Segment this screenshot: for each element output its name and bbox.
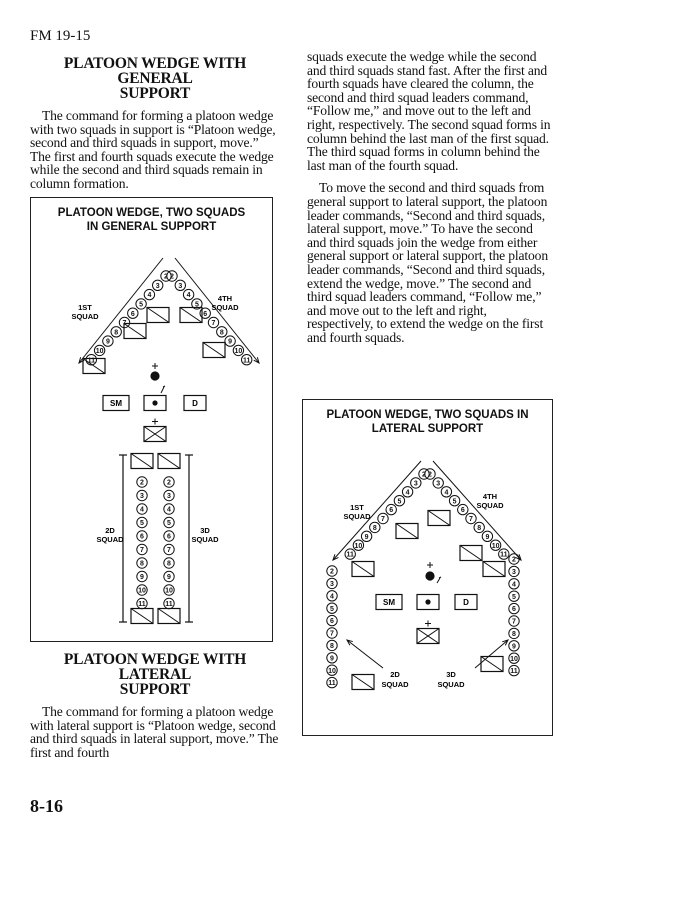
fig2-1st-team-leader-a-diag xyxy=(396,524,418,539)
fig2-3d-soldier-8-num: 8 xyxy=(512,631,516,638)
fig1-4th-soldier-7-num: 7 xyxy=(211,320,216,328)
fig2-4th-squad-leader-diag xyxy=(483,562,505,577)
fig2-1st-squad-leader-diag xyxy=(352,562,374,577)
fig2-4th-soldier-3-num: 3 xyxy=(436,480,441,488)
fig1-3d-soldier-2-num: 2 xyxy=(167,479,171,487)
fig1-label-1st-squad: SQUAD xyxy=(71,312,99,321)
fig1-label-2d-squad: SQUAD xyxy=(96,535,124,544)
fig1-3d-team-leader-diag xyxy=(158,609,180,624)
fig2-1st-soldier-10-num: 10 xyxy=(354,542,363,550)
fig1-2d-team-leader-diag xyxy=(131,609,153,624)
fig2-3d-soldier-5-num: 5 xyxy=(512,593,516,601)
fig1-label-3d: 3D xyxy=(200,526,210,535)
figure2-title-line-1: PLATOON WEDGE, TWO SQUADS IN xyxy=(326,409,529,421)
fig2-2d-soldier-4-num: 4 xyxy=(330,593,334,601)
fig2-4th-soldier-6-num: 6 xyxy=(460,507,465,515)
fig1-2d-soldier-5-num: 5 xyxy=(140,520,144,528)
fig1-3d-soldier-8-num: 8 xyxy=(167,560,171,568)
fig1-1st-soldier-9-num: 9 xyxy=(105,338,110,346)
para-right-2: To move the second and third squads from general support to lateral support, the platoon leader commands, “Second and third squads, lateral support, move.” To have the second and third squads join the wedge from either general support or lateral support, the platoon leader commands, “Second and third squads, extend the wedge, move.” The second and third squad leaders command, “Follow me,” and move out to the left and right, respectively, to extend the wedge on the first and fourth squads. xyxy=(307,180,548,345)
fig1-1st-soldier-2-num: 2 xyxy=(164,273,168,281)
fig2-1st-soldier-6-num: 6 xyxy=(389,507,394,515)
para-right-1: squads execute the wedge while the second and third squads stand fast. After the first and fourth squads have cleared the column, the second and third squad leaders command, “Follow me,” and move out to the left and right, respectively. The second squad forms in column behind the last man of the first squad. The third squad forms in column behind the last man of the fourth squad. xyxy=(307,49,551,173)
fig2-4th-soldier-5-num: 5 xyxy=(452,498,457,506)
fig1-1st-soldier-7-num: 7 xyxy=(122,320,127,328)
fig1-3d-soldier-11-num: 11 xyxy=(165,601,173,609)
fig1-2d-soldier-4-num: 4 xyxy=(140,506,144,514)
fig1-2d-soldier-9-num: 9 xyxy=(140,574,144,582)
fig1-label-1st: 1ST xyxy=(78,303,92,312)
fig2-sm-label: SM xyxy=(383,598,395,607)
fig1-radio-tick xyxy=(161,386,165,393)
fig1-2d-squad-leader-diag xyxy=(131,454,153,469)
para-general-support: The command for forming a platoon wedge with two squads in support is “Platoon wedge, second and third squads in support, move.” The first and fourth squads execute the wedge while the second and third squads remain in column formation. xyxy=(30,108,276,191)
fig2-2d-soldier-8-num: 8 xyxy=(330,643,334,650)
fig2-label-2d: 2D xyxy=(390,670,400,679)
fig2-2d-soldier-11-num: 11 xyxy=(328,680,336,688)
fig2-2d-soldier-2-num: 2 xyxy=(330,568,334,576)
fig2-4th-soldier-2-num: 2 xyxy=(428,471,432,479)
fig2-2d-soldier-3-num: 3 xyxy=(330,581,334,588)
para-lateral-support: The command for forming a platoon wedge with lateral support is “Platoon wedge, second and third squads in lateral support, move.” The first and fourth xyxy=(30,704,279,760)
fig1-2d-soldier-11-num: 11 xyxy=(138,601,146,609)
figure2-diagram xyxy=(303,400,552,735)
fig1-1st-soldier-8-num: 8 xyxy=(114,329,119,337)
figure-lateral-support xyxy=(302,399,553,736)
figure1-diagram xyxy=(31,198,272,641)
fig2-3d-soldier-2-num: 2 xyxy=(512,556,516,564)
fig1-1st-soldier-4-num: 4 xyxy=(147,292,152,300)
fig1-sm-label: SM xyxy=(110,399,122,408)
fig2-3d-soldier-6-num: 6 xyxy=(512,606,516,614)
fig2-platoon-leader xyxy=(426,572,434,580)
fig2-1st-soldier-11-num: 11 xyxy=(346,551,354,559)
figure1-title-line-2: IN GENERAL SUPPORT xyxy=(86,221,217,233)
fig1-3d-soldier-6-num: 6 xyxy=(167,533,171,541)
page-number: 8-16 xyxy=(30,796,63,816)
fig1-1st-soldier-11-num: 11 xyxy=(87,357,96,365)
fig1-3d-soldier-4-num: 4 xyxy=(167,506,171,514)
fig1-4th-soldier-5-num: 5 xyxy=(194,301,199,309)
heading-lateral-support xyxy=(30,652,280,697)
fig2-arrow-2d xyxy=(347,640,383,668)
fig2-1st-soldier-5-num: 5 xyxy=(397,498,402,506)
fig2-2d-soldier-5-num: 5 xyxy=(330,605,334,613)
fig2-4th-soldier-10-num: 10 xyxy=(491,542,500,550)
fig2-label-1st-squad: SQUAD xyxy=(343,512,371,521)
fig2-4th-soldier-8-num: 8 xyxy=(477,525,482,532)
fig2-3d-soldier-9-num: 9 xyxy=(512,643,516,651)
fig2-3d-squad-leader-diag xyxy=(481,657,503,672)
fig2-4th-soldier-4-num: 4 xyxy=(444,489,449,497)
fig1-3d-soldier-7-num: 7 xyxy=(167,547,171,555)
fig1-4th-soldier-8-num: 8 xyxy=(219,329,224,337)
fig1-d-label: D xyxy=(192,399,198,408)
fig1-label-4th: 4TH xyxy=(217,294,233,303)
fig1-2d-soldier-6-num: 6 xyxy=(140,533,144,541)
fig1-3d-soldier-10-num: 10 xyxy=(165,587,173,595)
fig1-1st-soldier-10-num: 10 xyxy=(95,348,104,355)
fig1-1st-soldier-6-num: 6 xyxy=(130,310,135,318)
fig1-4th-soldier-3-num: 3 xyxy=(178,282,183,290)
fig2-label-1st: 1ST xyxy=(350,503,364,512)
fig1-1st-team-leader-a-diag xyxy=(147,308,169,323)
fig1-3d-soldier-3-num: 3 xyxy=(167,493,171,501)
fig2-label-4th-squad: SQUAD xyxy=(476,501,504,510)
fig1-label-2d: 2D xyxy=(105,526,115,535)
figure2-title-line-2: LATERAL SUPPORT xyxy=(371,423,484,435)
fig1-2d-soldier-7-num: 7 xyxy=(140,547,144,555)
fig2-3d-soldier-11-num: 11 xyxy=(510,668,518,676)
fig2-arrow-left xyxy=(333,461,421,560)
fig1-platoon-leader xyxy=(151,372,159,380)
heading-line-2: SUPPORT xyxy=(119,85,191,102)
fig2-label-3d-squad: SQUAD xyxy=(437,680,465,689)
fig1-1st-team-leader-b-diag xyxy=(124,324,146,339)
fig2-3d-soldier-3-num: 3 xyxy=(512,569,516,576)
fig2-1st-soldier-2-num: 2 xyxy=(422,471,426,479)
fig2-4th-team-leader-a-diag xyxy=(428,511,450,526)
fig2-1st-soldier-8-num: 8 xyxy=(372,525,377,532)
fig2-3d-soldier-10-num: 10 xyxy=(510,655,518,663)
figure1-title-line-1: PLATOON WEDGE, TWO SQUADS xyxy=(57,207,246,219)
fig2-3d-soldier-7-num: 7 xyxy=(512,618,516,626)
fig2-4th-soldier-9-num: 9 xyxy=(485,533,490,541)
fig2-radio-tick xyxy=(437,577,441,583)
heading2-line-2: SUPPORT xyxy=(119,681,191,698)
fig1-4th-team-leader-b-diag xyxy=(203,343,225,358)
fig2-4th-soldier-7-num: 7 xyxy=(469,516,473,524)
fig1-2d-soldier-10-num: 10 xyxy=(138,587,146,595)
right-column-text xyxy=(307,50,555,344)
fig1-2d-soldier-2-num: 2 xyxy=(140,479,144,487)
fig1-4th-soldier-9-num: 9 xyxy=(228,338,233,346)
fig2-1st-soldier-3-num: 3 xyxy=(413,480,418,488)
fig1-4th-soldier-6-num: 6 xyxy=(203,310,208,318)
fig2-2d-soldier-9-num: 9 xyxy=(330,655,334,663)
fig1-label-3d-squad: SQUAD xyxy=(191,535,219,544)
fig1-2d-soldier-3-num: 3 xyxy=(140,493,144,501)
fig2-4th-team-leader-b-diag xyxy=(460,546,482,561)
fig2-center-dot xyxy=(426,600,430,604)
fig2-1st-soldier-9-num: 9 xyxy=(364,533,369,541)
fig1-4th-soldier-4-num: 4 xyxy=(186,292,191,300)
heading-line-1: PLATOON WEDGE WITH GENERAL xyxy=(63,55,247,87)
fig1-label-4th-squad: SQUAD xyxy=(211,303,239,312)
fig2-3d-soldier-4-num: 4 xyxy=(512,581,516,589)
fig2-d-label: D xyxy=(463,598,469,607)
fig2-label-3d: 3D xyxy=(446,670,456,679)
fig1-4th-team-leader-a-diag xyxy=(180,308,202,323)
fig1-2d-soldier-8-num: 8 xyxy=(140,560,144,568)
fig2-1st-soldier-4-num: 4 xyxy=(405,489,410,497)
fig2-2d-soldier-7-num: 7 xyxy=(330,630,334,638)
fig1-4th-soldier-2-num: 2 xyxy=(170,273,174,281)
section-general-support xyxy=(30,56,280,191)
fig2-label-2d-squad: SQUAD xyxy=(381,680,409,689)
fig2-1st-soldier-7-num: 7 xyxy=(381,516,385,524)
fig2-4th-soldier-11-num: 11 xyxy=(500,551,508,559)
heading2-line-1: PLATOON WEDGE WITH LATERAL xyxy=(63,651,247,683)
section-lateral-support xyxy=(30,652,280,759)
fig2-2d-soldier-10-num: 10 xyxy=(328,667,336,675)
fig2-2d-squad-leader-diag xyxy=(352,675,374,690)
fig1-1st-soldier-3-num: 3 xyxy=(155,282,160,290)
fig1-4th-soldier-11-num: 11 xyxy=(242,357,251,365)
heading-general-support xyxy=(30,56,280,101)
fig2-2d-soldier-6-num: 6 xyxy=(330,618,334,626)
fig2-label-4th: 4TH xyxy=(482,492,498,501)
figure-general-support xyxy=(30,197,273,642)
fig1-4th-soldier-10-num: 10 xyxy=(234,348,243,355)
fig1-center-dot xyxy=(153,401,157,405)
fig1-3d-soldier-5-num: 5 xyxy=(167,520,171,528)
fig1-3d-soldier-9-num: 9 xyxy=(167,574,171,582)
fig1-3d-squad-leader-diag xyxy=(158,454,180,469)
fig1-1st-soldier-5-num: 5 xyxy=(139,301,144,309)
page-header: FM 19-15 xyxy=(30,28,91,44)
